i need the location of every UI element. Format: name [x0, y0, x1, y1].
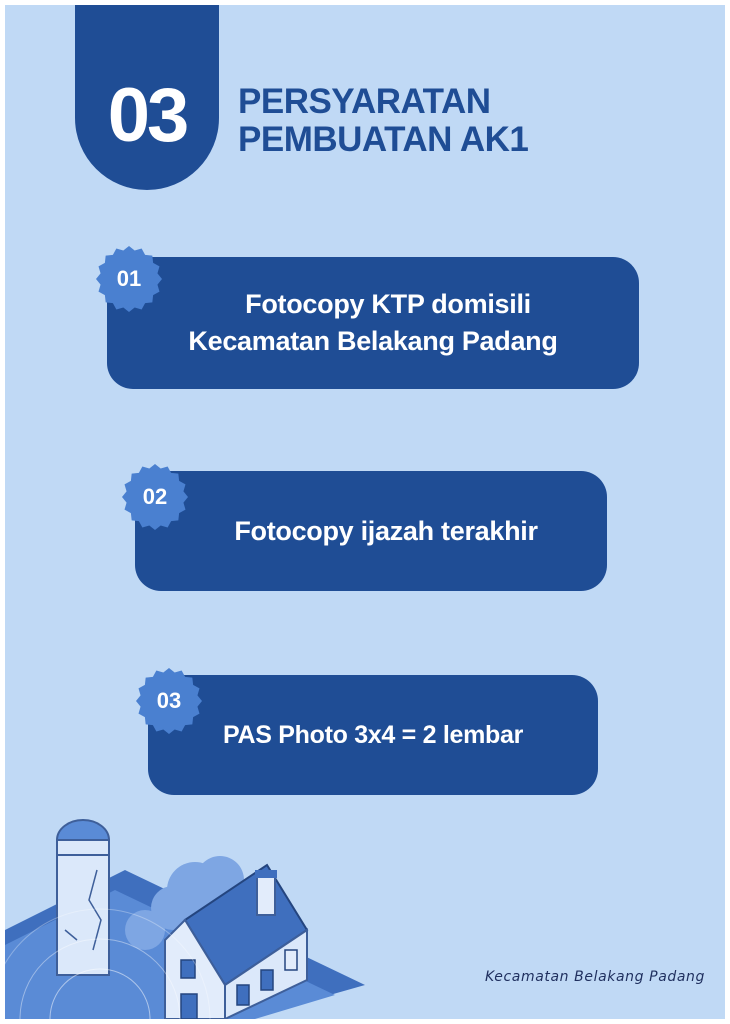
requirement-card-2: [135, 471, 607, 591]
requirement-badge-3: [135, 667, 203, 735]
section-number-tab: [75, 5, 219, 190]
section-number: 03: [107, 73, 187, 158]
title-line-2: PEMBUATAN AK1: [238, 120, 529, 159]
requirement-card-1: [107, 257, 639, 389]
house-illustration: [5, 810, 385, 1019]
page-title: [238, 83, 528, 159]
requirement-text-1b: Kecamatan Belakang Padang: [188, 326, 558, 356]
requirement-number-1: 01: [116, 266, 142, 291]
poster-page: [5, 5, 725, 1019]
requirement-card-3: [148, 675, 598, 795]
title-line-1: PERSYARATAN: [238, 82, 491, 121]
requirement-badge-1: [95, 245, 163, 313]
footer-text: Kecamatan Belakang Padang: [485, 969, 706, 985]
requirement-text-2: Fotocopy ijazah terakhir: [234, 515, 538, 546]
requirement-text-1a: Fotocopy KTP domisili: [245, 289, 531, 319]
requirement-text-3: PAS Photo 3x4 = 2 lembar: [222, 720, 524, 749]
requirement-number-2: 02: [142, 484, 168, 509]
requirement-number-3: 03: [156, 688, 182, 713]
requirement-badge-2: [121, 463, 189, 531]
